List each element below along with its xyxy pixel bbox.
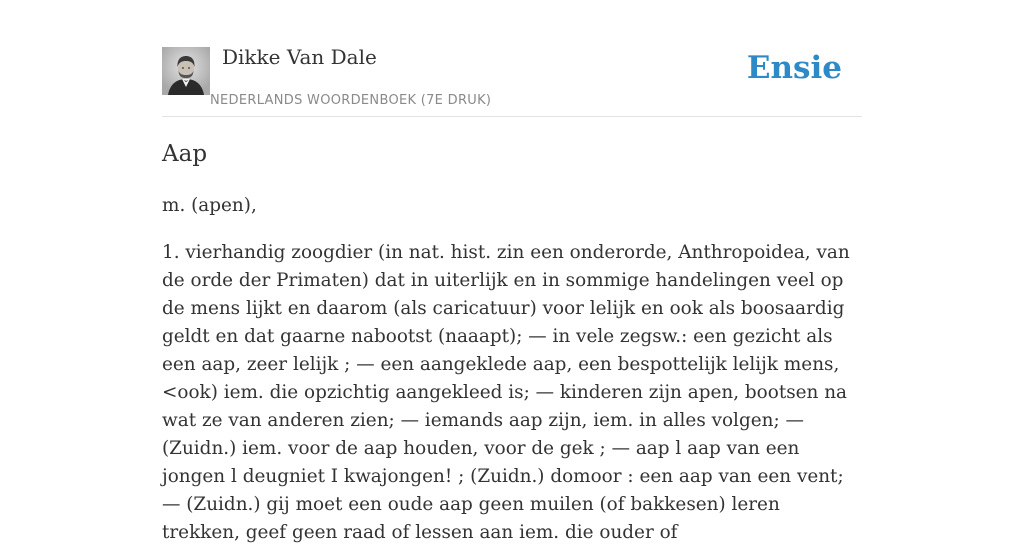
author-portrait-image [162,47,210,95]
source-label[interactable]: NEDERLANDS WOORDENBOEK (7E DRUK) [210,93,492,108]
ensie-logo[interactable]: Ensie [746,50,842,86]
author-avatar[interactable] [162,47,210,95]
entry-content [162,138,862,547]
entry-title: Aap [162,141,208,167]
entry-grammar: m. (apen), [162,195,257,216]
entry-definition: 1. vierhandig zoogdier (in nat. hist. zin een onderorde, Anthropoidea, van de orde der Primaten) dat in uiterlijk en in sommige handelingen veel op de mens lijkt en daarom (als caricatuur) voor lelijk en ook als boosaardig geldt en dat gaarne nabootst (naaapt); — in vele zegsw.: een gezicht als een aap, zeer lelijk ; — een aangeklede aap, een bespottelijk lelijk mens, <ook) iem. die opzichtig aangekleed is; — kinderen zijn apen, bootsen na wat ze van anderen zien; — iemands aap zijn, iem. in alles volgen; — (Zuidn.) iem. voor de aap houden, voor de gek ; — aap l aap van een jongen l deugniet I kwajongen! ; (Zuidn.) domoor : een aap van een vent; — (Zuidn.) gij moet een oude aap geen muilen (of bakkesen) leren trekken, geef geen raad of lessen aan iem. die ouder of [162,242,850,543]
author-name[interactable]: Dikke Van Dale [222,45,377,69]
header [162,0,862,117]
